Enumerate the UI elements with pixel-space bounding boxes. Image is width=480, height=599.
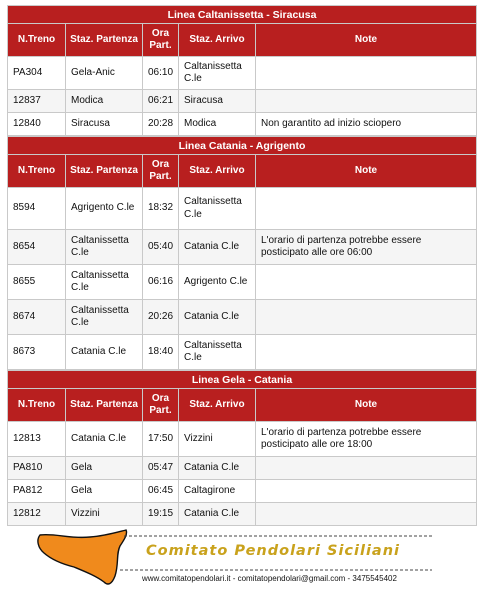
cell-partenza: Gela	[66, 480, 143, 503]
cell-treno: 8654	[8, 230, 66, 265]
table-row	[8, 422, 477, 457]
header-treno: N.Treno	[8, 389, 66, 422]
header-row	[8, 24, 477, 57]
sicily-map-icon	[38, 530, 127, 584]
cell-arrivo: Vizzini	[179, 422, 256, 457]
cell-arrivo: Catania C.le	[179, 230, 256, 265]
header-row	[8, 389, 477, 422]
line-title: Linea Gela - Catania	[8, 371, 477, 389]
cell-treno: 12840	[8, 113, 66, 136]
header-partenza: Staz. Partenza	[66, 24, 143, 57]
header-note: Note	[256, 24, 477, 57]
cell-arrivo: Modica	[179, 113, 256, 136]
cell-partenza: Modica	[66, 90, 143, 113]
header-treno: N.Treno	[8, 155, 66, 188]
cell-ora: 06:45	[143, 480, 179, 503]
table-row	[8, 113, 477, 136]
line-title: Linea Caltanissetta - Siracusa	[8, 6, 477, 24]
cell-ora: 18:32	[143, 188, 179, 230]
cell-arrivo: Catania C.le	[179, 503, 256, 526]
cell-note	[256, 90, 477, 113]
header-ora: Ora Part.	[143, 24, 179, 57]
cell-partenza: Caltanissetta C.le	[66, 300, 143, 335]
cell-treno: PA810	[8, 457, 66, 480]
cell-ora: 05:47	[143, 457, 179, 480]
line-section	[7, 5, 477, 136]
footer-graphics	[0, 520, 480, 599]
cell-treno: 8594	[8, 188, 66, 230]
cell-partenza: Gela	[66, 457, 143, 480]
table-row	[8, 265, 477, 300]
header-partenza: Staz. Partenza	[66, 155, 143, 188]
cell-arrivo: Caltanissetta C.le	[179, 335, 256, 370]
cell-ora: 18:40	[143, 335, 179, 370]
header-partenza: Staz. Partenza	[66, 389, 143, 422]
cell-partenza: Vizzini	[66, 503, 143, 526]
cell-note	[256, 480, 477, 503]
line-section	[7, 136, 477, 370]
cell-treno: 8655	[8, 265, 66, 300]
line-section	[7, 370, 477, 526]
cell-note: L'orario di partenza potrebbe essere posticipato alle ore 06:00	[256, 230, 477, 265]
cell-partenza: Agrigento C.le	[66, 188, 143, 230]
cell-arrivo: Caltanissetta C.le	[179, 57, 256, 90]
cell-note	[256, 188, 477, 230]
header-arrivo: Staz. Arrivo	[179, 155, 256, 188]
brand-name: Comitato Pendolari Siciliani	[146, 543, 400, 559]
header-row	[8, 155, 477, 188]
cell-ora: 06:10	[143, 57, 179, 90]
table-row	[8, 300, 477, 335]
timetable	[7, 5, 477, 526]
cell-partenza: Caltanissetta C.le	[66, 230, 143, 265]
header-treno: N.Treno	[8, 24, 66, 57]
table-row	[8, 480, 477, 503]
header-ora: Ora Part.	[143, 389, 179, 422]
cell-treno: 12837	[8, 90, 66, 113]
cell-partenza: Catania C.le	[66, 335, 143, 370]
header-arrivo: Staz. Arrivo	[179, 389, 256, 422]
cell-ora: 20:28	[143, 113, 179, 136]
table-row	[8, 457, 477, 480]
header-note: Note	[256, 389, 477, 422]
table-row	[8, 90, 477, 113]
cell-treno: 12812	[8, 503, 66, 526]
line-title: Linea Catania - Agrigento	[8, 137, 477, 155]
cell-partenza: Siracusa	[66, 113, 143, 136]
cell-treno: 12813	[8, 422, 66, 457]
cell-note: L'orario di partenza potrebbe essere posticipato alle ore 18:00	[256, 422, 477, 457]
cell-ora: 19:15	[143, 503, 179, 526]
cell-partenza: Caltanissetta C.le	[66, 265, 143, 300]
cell-partenza: Gela-Anic	[66, 57, 143, 90]
table-row	[8, 230, 477, 265]
cell-ora: 06:16	[143, 265, 179, 300]
cell-note	[256, 57, 477, 90]
cell-treno: PA812	[8, 480, 66, 503]
cell-arrivo: Catania C.le	[179, 457, 256, 480]
cell-ora: 05:40	[143, 230, 179, 265]
cell-arrivo: Agrigento C.le	[179, 265, 256, 300]
table-row	[8, 57, 477, 90]
cell-treno: 8674	[8, 300, 66, 335]
table-row	[8, 335, 477, 370]
cell-ora: 20:26	[143, 300, 179, 335]
cell-arrivo: Caltanissetta C.le	[179, 188, 256, 230]
cell-treno: PA304	[8, 57, 66, 90]
header-arrivo: Staz. Arrivo	[179, 24, 256, 57]
cell-arrivo: Siracusa	[179, 90, 256, 113]
cell-treno: 8673	[8, 335, 66, 370]
cell-partenza: Catania C.le	[66, 422, 143, 457]
footer	[0, 520, 480, 599]
cell-note	[256, 335, 477, 370]
contact-info: www.comitatopendolari.it - comitatopendolari@gmail.com - 3475545402	[142, 574, 397, 583]
header-note: Note	[256, 155, 477, 188]
cell-note	[256, 265, 477, 300]
cell-note: Non garantito ad inizio sciopero	[256, 113, 477, 136]
cell-arrivo: Caltagirone	[179, 480, 256, 503]
cell-ora: 17:50	[143, 422, 179, 457]
header-ora: Ora Part.	[143, 155, 179, 188]
cell-ora: 06:21	[143, 90, 179, 113]
cell-arrivo: Catania C.le	[179, 300, 256, 335]
cell-note	[256, 457, 477, 480]
table-row	[8, 188, 477, 230]
cell-note	[256, 300, 477, 335]
